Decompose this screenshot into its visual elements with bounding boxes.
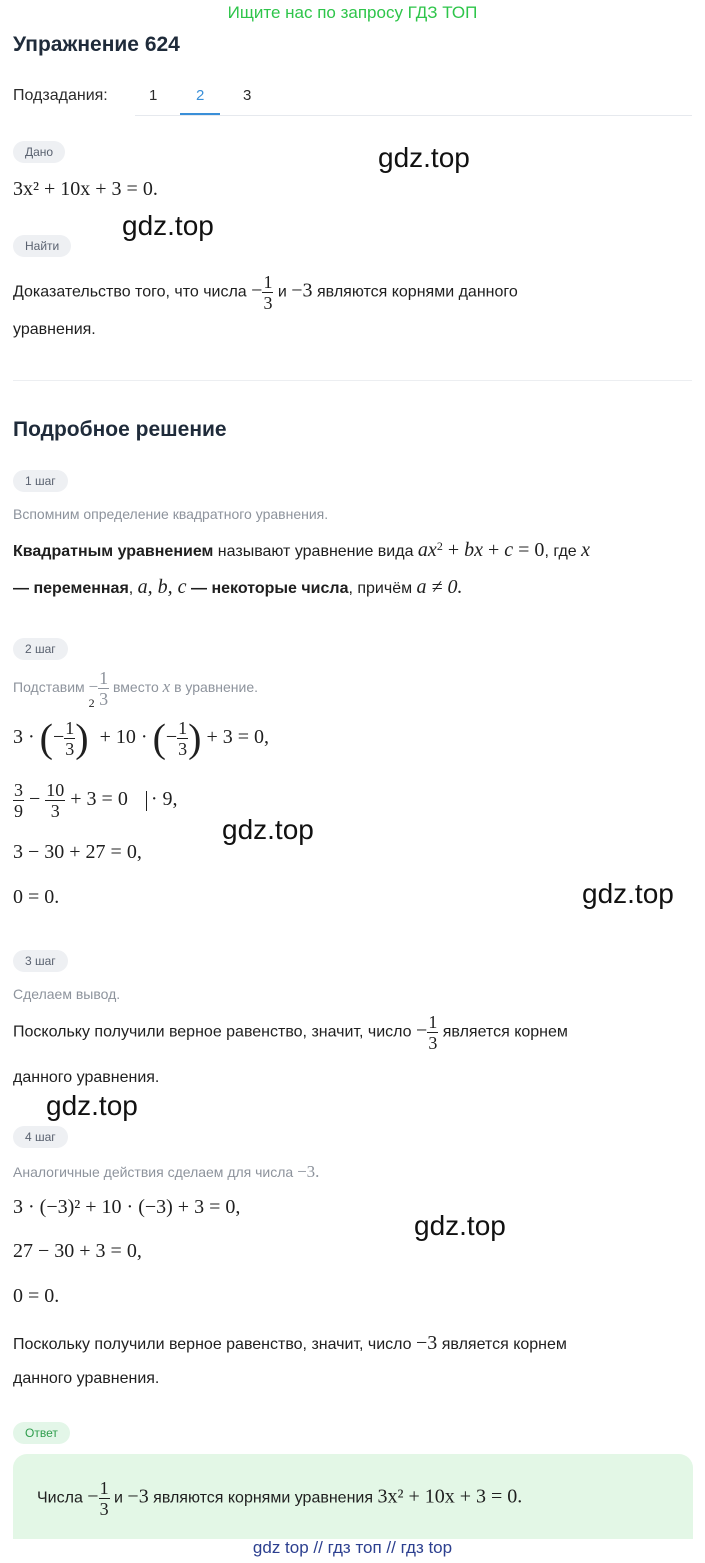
solution-title: Подробное решение [13,418,227,441]
step-4 [13,1126,68,1148]
step-1-text-line1: Квадратным уравнением называют уравнение вида $ax^2$ + bx + c = 0, где x [13,539,591,561]
step-4-badge: 4 шаг [13,1126,68,1148]
active-tab-underline [180,113,220,115]
subtask-tab-1[interactable]: 1 [149,87,158,104]
step-1 [13,470,68,492]
step-3 [13,950,68,972]
step-2-badge: 2 шаг [13,638,68,660]
watermark: gdz.top [378,142,470,173]
subtask-tab-2[interactable]: 2 [196,87,205,104]
find-section [13,235,71,257]
step-4-text-line2: данного уравнения. [13,1370,160,1387]
step-2 [13,638,68,660]
watermark: gdz.top [222,814,314,845]
find-badge: Найти [13,235,71,257]
step-4-hint: Аналогичные действия сделаем для числа −3. [13,1162,320,1181]
promo-banner[interactable]: Ищите нас по запросу ГДЗ ТОП [227,3,478,22]
page-title: Упражнение 624 [13,33,180,56]
watermark: gdz.top [582,878,674,909]
answer-text: Числа − $\frac{1}{3}$ и −3 являются корнями уравнения 3x² + 10x + 3 = 0. [37,1478,523,1519]
step-2-line3: 3 − 30 + 27 = 0, [13,841,142,863]
step-4-line3: 0 = 0. [13,1285,60,1307]
step-1-text-line2: — переменная, a, b, c — некоторые числа, причём a ≠ 0. [13,576,463,598]
step-2-line1: 3 · (− $\frac{1}{3}$ )$^2$ + 10 · (− $\frac{1}{3}$ ) + 3 = 0, [13,696,270,761]
watermark: gdz.top [122,210,214,241]
given-badge: Дано [13,141,65,163]
watermark: gdz.top [46,1090,138,1121]
subtask-tab-3[interactable]: 3 [243,87,252,104]
subtasks-label: Подзадания: [13,87,108,104]
step-3-text-line2: данного уравнения. [13,1069,160,1086]
find-text-after: являются корнями данного [317,283,518,301]
step-2-line4: 0 = 0. [13,886,60,908]
step-3-badge: 3 шаг [13,950,68,972]
given-section [13,141,65,163]
answer-badge: Ответ [13,1422,70,1444]
tabs-divider [135,115,692,116]
step-1-hint: Вспомним определение квадратного уравнения. [13,506,329,522]
watermark: gdz.top [414,1210,506,1241]
find-text: Доказательство того, что числа − $\frac{1}{3}$ и −3 являются корнями данного [13,272,518,313]
section-divider [13,380,692,381]
find-minus-three: −3 [291,279,313,302]
step-4-line2: 27 − 30 + 3 = 0, [13,1240,142,1262]
footer-links[interactable]: gdz top // гдз топ // гдз top [252,1538,453,1557]
step-1-badge: 1 шаг [13,470,68,492]
answer-section [13,1422,70,1444]
step-3-hint: Сделаем вывод. [13,986,121,1002]
find-text-and: и [277,283,287,301]
step-2-line2: $\frac{3}{9}$ − $\frac{10}{3}$ + 3 = 0 · 9, [14,780,178,821]
find-text-line2: уравнения. [13,321,96,338]
given-equation: 3x² + 10x + 3 = 0. [13,178,158,200]
find-text-before: Доказательство того, что числа [13,283,247,301]
step-3-text-line1: Поскольку получили верное равенство, значит, число − $\frac{1}{3}$ является корнем [13,1012,568,1053]
step-4-line1: 3 · (−3)² + 10 · (−3) + 3 = 0, [13,1196,241,1218]
fraction-one-third: $\frac{1}{3}$ [263,272,273,313]
step-4-text-line1: Поскольку получили верное равенство, значит, число −3 является корнем [13,1332,567,1354]
step-2-hint: Подставим − $\frac{1}{3}$ вместо x в уравнение. [13,668,259,709]
